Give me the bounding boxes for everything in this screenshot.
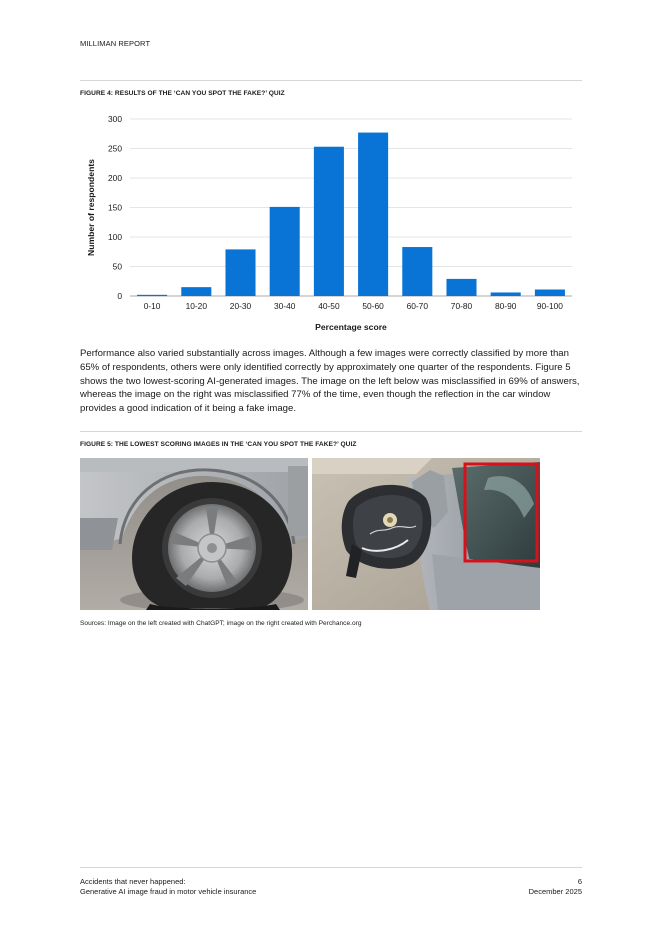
x-tick-label: 30-40 xyxy=(273,301,296,311)
footer-meta xyxy=(529,877,582,896)
figure-5-sources: Sources: Image on the left created with ChatGPT; image on the right created with Perchance.org xyxy=(80,620,362,627)
y-tick-label: 50 xyxy=(112,261,122,272)
footer-title-line-1: Accidents that never happened: xyxy=(80,877,186,886)
bar-40-50 xyxy=(314,147,344,296)
x-tick-label: 10-20 xyxy=(185,301,208,311)
page-number: 6 xyxy=(577,877,582,886)
y-tick-label: 150 xyxy=(108,202,122,213)
x-axis-label: Percentage score xyxy=(315,322,387,332)
figure-5-title: FIGURE 5: THE LOWEST SCORING IMAGES IN THE ‘CAN YOU SPOT THE FAKE?’ QUIZ xyxy=(80,441,357,448)
chart-canvas xyxy=(80,108,582,338)
x-tick-label: 40-50 xyxy=(318,301,340,311)
bar-60-70 xyxy=(402,247,432,296)
respondents-bar-chart xyxy=(80,108,582,338)
bar-90-100 xyxy=(535,290,565,296)
bar-50-60 xyxy=(358,133,388,296)
x-tick-label: 90-100 xyxy=(536,301,563,311)
footer-report-title xyxy=(80,877,256,896)
footer-divider xyxy=(80,867,582,868)
bar-10-20 xyxy=(181,287,211,296)
bar-20-30 xyxy=(225,249,255,296)
divider xyxy=(80,431,582,432)
report-header: MILLIMAN REPORT xyxy=(80,39,151,48)
bar-0-10 xyxy=(137,295,167,296)
bar-80-90 xyxy=(491,292,521,296)
divider xyxy=(80,80,582,81)
x-tick-label: 70-80 xyxy=(450,301,473,311)
x-tick-label: 0-10 xyxy=(143,301,161,311)
x-tick-label: 50-60 xyxy=(362,301,384,311)
bar-70-80 xyxy=(446,279,476,296)
bar-30-40 xyxy=(270,207,300,296)
figure-4-title: FIGURE 4: RESULTS OF THE ‘CAN YOU SPOT THE FAKE?’ QUIZ xyxy=(80,90,285,97)
footer-title-line-2: Generative AI image fraud in motor vehicle insurance xyxy=(80,886,257,896)
report-date: December 2025 xyxy=(528,886,582,896)
x-tick-label: 60-70 xyxy=(406,301,429,311)
x-tick-label: 80-90 xyxy=(494,301,517,311)
y-tick-label: 250 xyxy=(108,143,122,154)
y-axis-label: Number of respondents xyxy=(86,159,96,256)
y-tick-label: 0 xyxy=(117,291,122,301)
y-tick-label: 100 xyxy=(108,232,122,242)
y-tick-label: 300 xyxy=(108,114,122,124)
y-tick-label: 200 xyxy=(108,173,122,183)
body-paragraph: Performance also varied substantially across images. Although a few images were correctly classified by more than 65% of respondents, others were only identified correctly by approximately one quarter of the respondents. Figure 5 shows the two lowest-scoring AI-generated images. The image on the left below was misclassified in 69% of answers, whereas the image on the right was misclassified 77% of the time, even though the reflection in the car window provides a good indication of it being a fake image. xyxy=(80,348,580,415)
flat-tire-photo xyxy=(80,458,308,610)
x-tick-label: 20-30 xyxy=(229,301,252,311)
broken-mirror-photo xyxy=(312,458,540,610)
